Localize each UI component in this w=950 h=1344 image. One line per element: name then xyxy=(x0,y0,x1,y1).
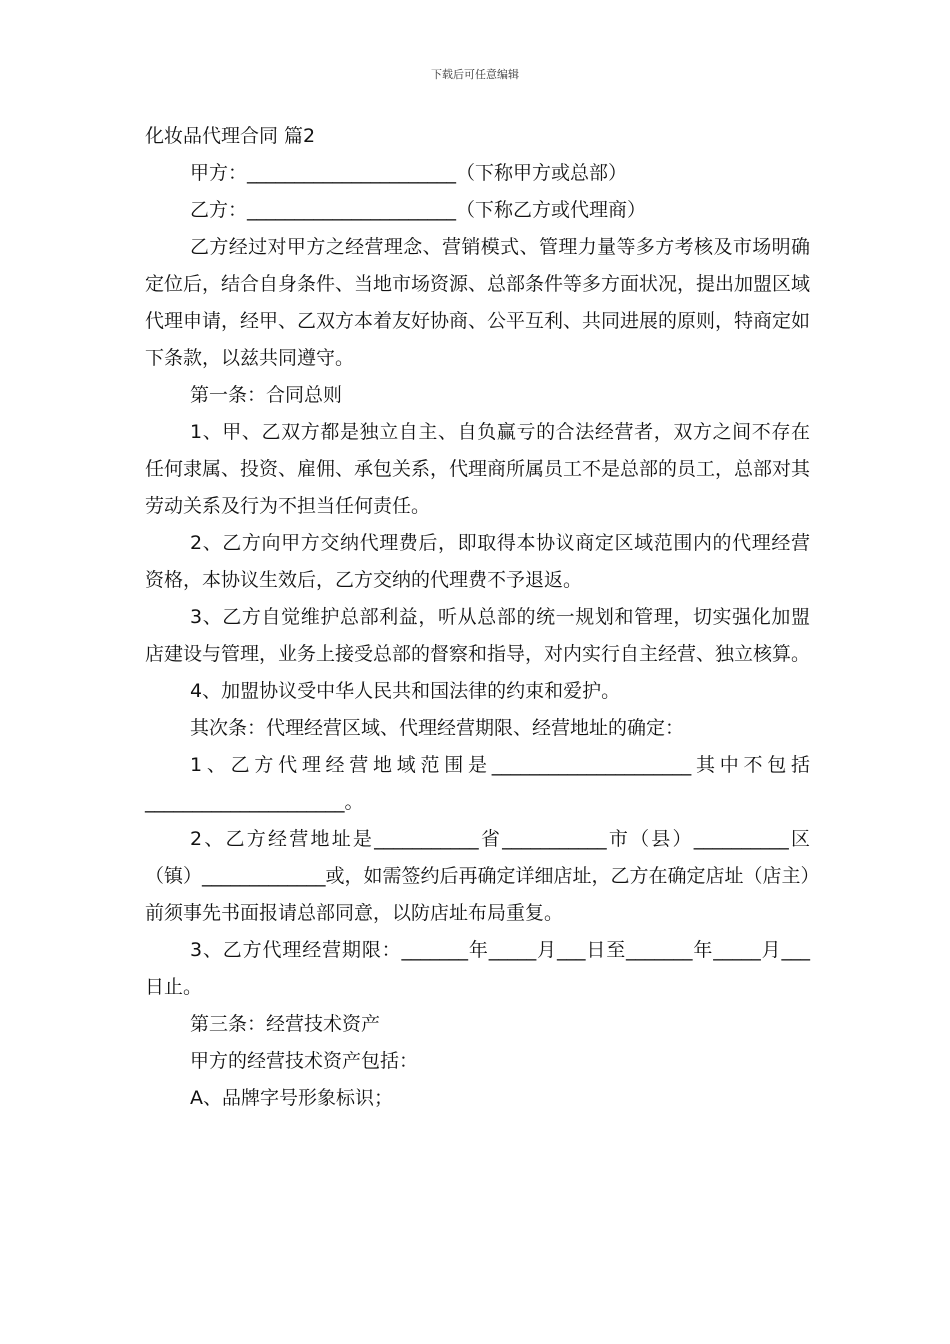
party-b-note: （下称乙方或代理商） xyxy=(456,199,647,221)
article-1-clause-1: 1、甲、乙双方都是独立自主、自负赢亏的合法经营者，双方之间不存在任何隶属、投资、雇佣、承包关系，代理商所属员工不是总部的员工，总部对其劳动关系及行为不担当任何责任。 xyxy=(145,421,811,517)
party-a-note: （下称甲方或总部） xyxy=(456,162,628,184)
article-2-clause-3: 3、乙方代理经营期限：_______年_____月___日至_______年_____月___日止。 xyxy=(145,939,810,998)
article-1-clause-2: 2、乙方向甲方交纳代理费后，即取得本协议商定区域范围内的代理经营资格，本协议生效后，乙方交纳的代理费不予退返。 xyxy=(145,532,810,591)
article-1-heading: 第一条：合同总则 xyxy=(190,384,343,406)
article-2-clause-2: 2、乙方经营地址是___________省___________市（县）__________区（镇）_____________或，如需签约后再确定详细店址，乙方在确定店址（店主）前须事先书面报请总部同意，以防店址布局重复。 xyxy=(145,828,811,924)
article-2-clause-1: 1、乙方代理经营地域范围是_____________________其中不包括_____________________。 xyxy=(145,754,810,813)
party-a-line xyxy=(145,155,810,192)
article-2-heading: 其次条：代理经营区域、代理经营期限、经营地址的确定： xyxy=(190,717,685,739)
party-b-blank: ______________________ xyxy=(247,199,457,221)
article-3-intro: 甲方的经营技术资产包括： xyxy=(190,1050,419,1072)
contract-title: 化妆品代理合同 篇2 xyxy=(145,125,316,147)
article-1-clause-4: 4、加盟协议受中华人民共和国法律的约束和爱护。 xyxy=(190,680,621,702)
document-body xyxy=(145,118,810,1117)
page-header: 下载后可任意编辑 xyxy=(431,68,519,81)
party-b-line xyxy=(145,192,810,229)
article-3-item-a: A、品牌字号形象标识； xyxy=(190,1087,393,1109)
intro-paragraph: 乙方经过对甲方之经营理念、营销模式、管理力量等多方考核及市场明确定位后，结合自身条件、当地市场资源、总部条件等多方面状况，提出加盟区域代理申请，经甲、乙双方本着友好协商、公平互利、共同进展的原则，特商定如下条款，以兹共同遵守。 xyxy=(145,236,811,369)
article-1-clause-3: 3、乙方自觉维护总部利益，听从总部的统一规划和管理，切实强化加盟店建设与管理，业务上接受总部的督察和指导，对内实行自主经营、独立核算。 xyxy=(145,606,811,665)
party-a-blank: ______________________ xyxy=(247,162,457,184)
party-b-label: 乙方： xyxy=(190,199,248,221)
party-a-label: 甲方： xyxy=(190,162,248,184)
article-3-heading: 第三条：经营技术资产 xyxy=(190,1013,381,1035)
